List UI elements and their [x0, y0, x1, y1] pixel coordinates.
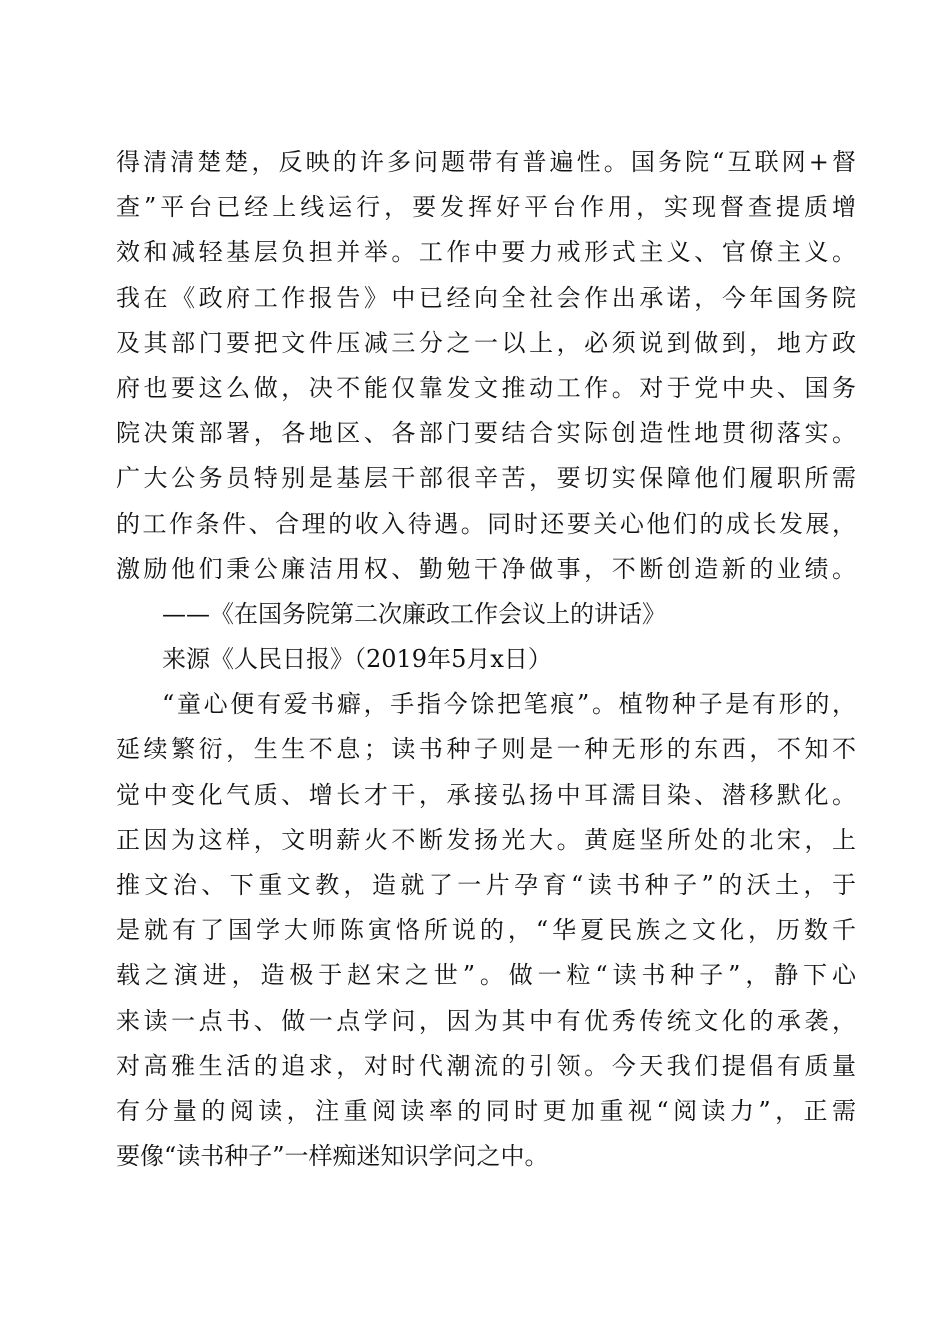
text-line: 得清清楚楚，反映的许多问题带有普遍性。国务院“互联网+督	[116, 148, 856, 176]
text-line: 广大公务员特别是基层干部很辛苦，要切实保障他们履职所需	[116, 464, 856, 493]
text-line: 院决策部署，各地区、各部门要结合实际创造性地贯彻落实。	[116, 419, 856, 448]
speech-citation: ——《在国务院第二次廉政工作会议上的讲话》	[162, 599, 666, 628]
text-line: 要像“读书种子”一样痴迷知识学问之中。	[116, 1142, 549, 1171]
text-line: 有分量的阅读，注重阅读率的同时更加重视“阅读力”，正需	[116, 1096, 856, 1125]
text-line: 来读一点书、做一点学问，因为其中有优秀传统文化的承袭，	[116, 1006, 856, 1035]
text-line: “童心便有爱书癖，手指今馀把笔痕”。植物种子是有形的，	[162, 690, 856, 719]
text-line: 觉中变化气质、增长才干，承接弘扬中耳濡目染、潜移默化。	[116, 780, 856, 809]
text-line: 效和减轻基层负担并举。工作中要力戒形式主义、官僚主义。	[116, 238, 856, 267]
text-line: 推文治、下重文教，造就了一片孕育“读书种子”的沃土，于	[116, 871, 856, 899]
text-line: 我在《政府工作报告》中已经向全社会作出承诺，今年国务院	[116, 283, 856, 312]
document-body	[116, 140, 856, 1179]
text-line: 的工作条件、合理的收入待遇。同时还要关心他们的成长发展，	[116, 509, 856, 538]
text-line: 激励他们秉公廉洁用权、勤勉干净做事，不断创造新的业绩。	[116, 554, 856, 583]
text-line: 延续繁衍，生生不息；读书种子则是一种无形的东西，不知不	[116, 735, 856, 764]
text-line: 载之演进，造极于赵宋之世”。做一粒“读书种子”，静下心	[116, 961, 856, 990]
text-line: 查”平台已经上线运行，要发挥好平台作用，实现督查提质增	[116, 193, 856, 222]
source-line: 来源《人民日报》（2019年5月x日）	[162, 645, 552, 674]
text-line: 府也要这么做，决不能仅靠发文推动工作。对于党中央、国务	[116, 373, 856, 402]
text-line: 及其部门要把文件压减三分之一以上，必须说到做到，地方政	[116, 328, 856, 357]
text-line: 是就有了国学大师陈寅恪所说的，“华夏民族之文化，历数千	[116, 916, 856, 945]
text-line: 正因为这样，文明薪火不断发扬光大。黄庭坚所处的北宋，上	[116, 825, 856, 854]
text-line: 对高雅生活的追求，对时代潮流的引领。今天我们提倡有质量	[116, 1051, 856, 1080]
